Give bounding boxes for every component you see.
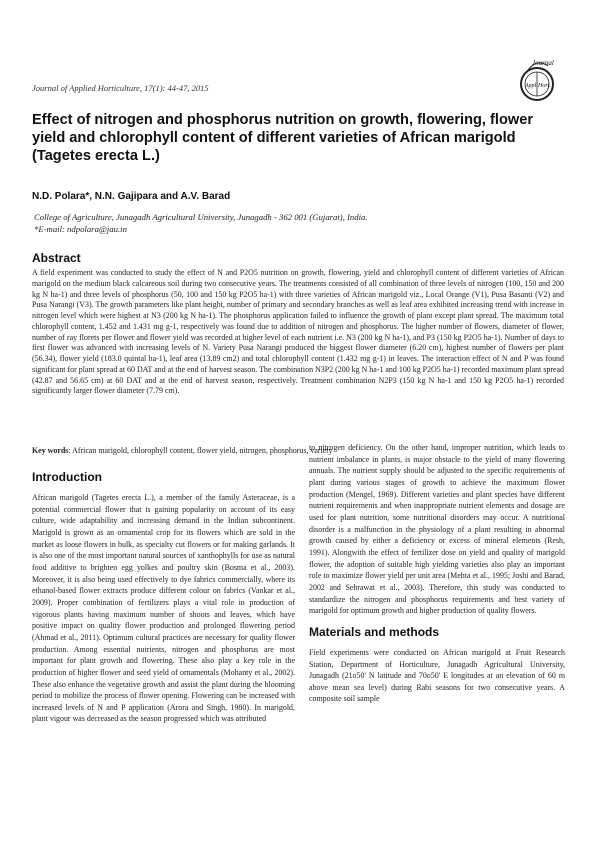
introduction-text: African marigold (Tagetes erecta L.), a member of the family Asteraceae, is a potential commercial flower that is gaining popularity on account of its easy culture, wide adaptability and increasing demand in the Indian subcontinent. Marigold is grown as an ornamental crop for its flowers which are sold in the market as loose flowers in bulk, as specialty cut flowers or for making garlands. It is also one of the most important natural sources of xanthophylls for use as natural food additive to brighten egg yolkes and poultry skin (Bosma et al., 2003). Moreover, it is also being used effectively to dye fabrics commercially, where its ethanol-based flower extracts produce different colour on fabrics (Vankar et al., 2009). Proper combination of fertilizers plays a vital role in production of vigorous plants having maximum number of shoots and leaves, which have positive impact on quality flower production and prolonged flowering period (Ahmad et al., 2011). Optimum cultural practices are necessary for quality flower production. Among essential nutrients, nitrogen and phosphorus are most important for plant growth and flowering. These also play a key role in the production of higher flower and seed yield of ornamentals (Mohanty et al., 2002). These also enhance the vegetative growth and assist the plant during the blooming period to mobilize the process of flower opening. Flowering can be increased with increased levels of N and P application (Arora and Singh, 1980). In marigold, plant vigour was decreased as the season progressed which was attributed [32,493,295,724]
journal-citation: Journal of Applied Horticulture, 17(1): 44-47, 2015 [32,83,209,93]
introduction-heading: Introduction [32,470,102,484]
abstract-text: A field experiment was conducted to study the effect of N and P2O5 nutrition on growth, flowering, yield and chlorophyll content of different varieties of African marigold on the medium black calcareous soil during two consecutive years. The treatments consisted of all combination of three levels of nitrogen (100, 150 and 200 kg N ha-1) and three levels of phosphorus (50, 100 and 150 kg P2O5 ha-1) with three varieties of African marigold viz., Local Orange (V1), Pusa Basanti (V2) and Pusa Narangi (V3). The growth parameters like plant height, number of primary and secondary branches as well as leaf area exhibited increasing trend with increase in nitrogen level which were highest at N3 (200 kg N ha-1). The phosphorus application failed to influence the growth of plant except plant spread. The maximum total chlorophyll content, 1.452 and 1.431 mg g-1, respectively was found due to addition of nitrogen and phosphorus. The higher number of flowers, diameter of flower, number of ray florets per flower and flower yield was recorded at higher level of each nutrient i.e. N3 (200 kg N ha-1), and P3 (150 kg P2O5 ha-1). Number of days to first flower was advanced with increasing levels of N. Variety Pusa Narangi produced the biggest flower diameter (6.20 cm), highest number of flowers per plant (56.34), flower yield (183.0 quintal ha-1), leaf area (13.89 cm2) and total chlorophyll content (1.432 mg g-1) in leaves. The interaction effect of N and P was found significant for plant spread at 60 DAT and at the end of harvest season. The combination N3P2 (200 kg N ha-1 and 100 kg P2O5 ha-1) recorded maximum plant spread (42.87 and 56.65 cm) at 60 DAT and at the end of harvest season, respectively. Treatment combination N2P3 (150 kg N ha-1 and 150 kg P2O5 ha-1) recorded significantly larger flower diameter (7.79 cm). [32,268,564,396]
abstract-heading: Abstract [32,251,81,265]
paper-title: Effect of nitrogen and phosphorus nutrition on growth, flowering, flower yield and chlorophyll content of different varieties of African marigold (Tagetes erecta L.) [32,112,534,164]
right-column [309,442,565,705]
authors: N.D. Polara*, N.N. Gajipara and A.V. Barad [32,191,231,202]
keywords-label: Key words [32,446,69,455]
introduction-continued: to nitrogen deficiency. On the other hand, improper nutrition, which leads to nutrient imbalance in plants, is major obstacle to the yield of many flowering annuals. The nutrient supply should be adjusted to the specific requirements of plant during various stages of growth to achieve the maximum flower production (Mengel, 1969). Different varieties and plant species have different nutrient requirements and when inappropriate nutrient elements and dosage are used for plant nutrition, some nutritional disorders may occur. A nutritional disorder is a malfunction in the physiology of a plant resulting in abnormal growth caused by either a deficiency or excess of mineral elements (Resh, 1991). Alongwith the effect of fertilizer dose on yield and quality of marigold flower, the adoption of suitable high yielding varieties also play an important role to maximize flower yield per unit area (Mehta et al., 1995; Joshi and Barad, 2002 and Sehrawat et al., 2003). Therefore, this study was conducted to standardize the nitrogen and phosphorus requirements and best variety of marigold for optimum growth and higher production of quality flowers. [309,443,565,616]
logo-left-text: Appl [525,83,537,89]
keywords-list: : African marigold, chlorophyll content, flower yield, nitrogen, phosphorus, variety [68,446,333,455]
journal-logo-icon [508,52,566,110]
logo-top-text: Journal [532,59,554,67]
affiliation-block [34,211,368,235]
left-column [32,470,295,725]
email: *E-mail: ndpolara@jau.in [34,224,127,234]
methods-text: Field experiments were conducted on African marigold at Fruit Research Station, Department of Horticulture, Junagadh Agricultural University, Junagadh (21o50' N latitude and 70o50' E longitudes at an elevation of 60 m above mean sea level) during Rabi seasons for two consecutive years. A composite soil sample [309,647,565,704]
logo-right-text: Hort. [538,83,551,89]
methods-heading: Materials and methods [309,624,440,639]
affiliation: College of Agriculture, Junagadh Agricultural University, Junagadh - 362 001 (Gujarat), India. [34,212,368,222]
